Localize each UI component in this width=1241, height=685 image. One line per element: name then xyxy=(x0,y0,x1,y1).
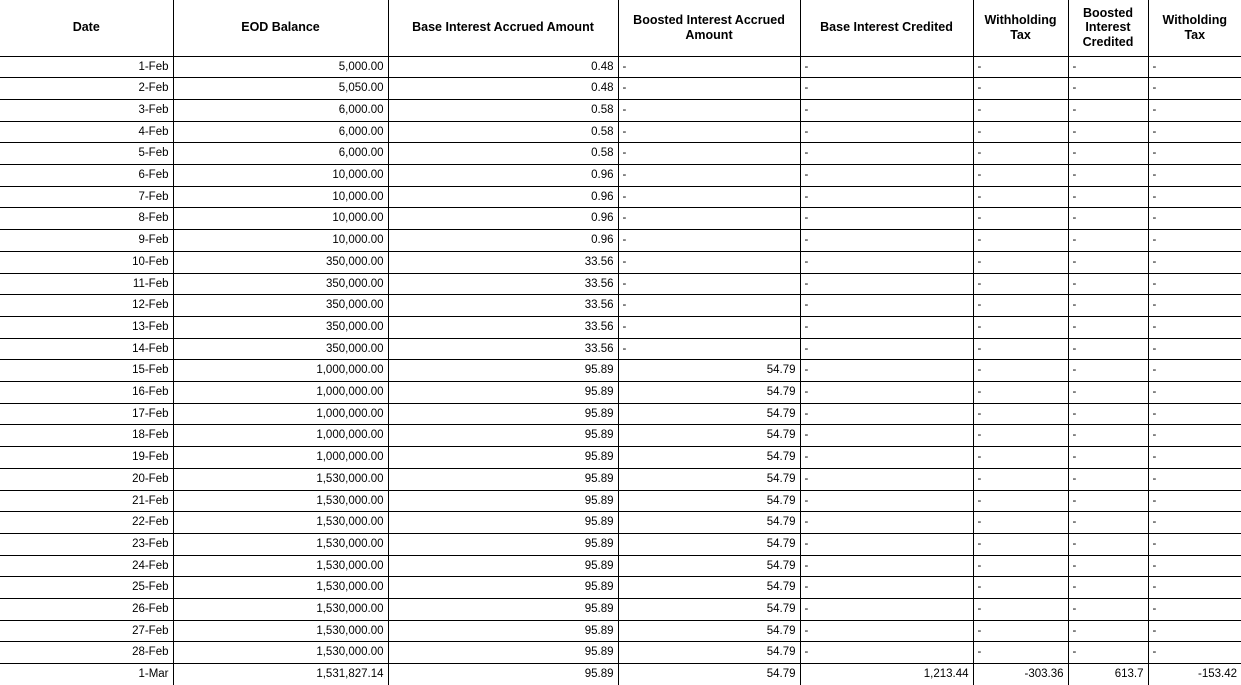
cell-wht2[interactable]: - xyxy=(1148,208,1241,230)
cell-wht1[interactable]: - xyxy=(973,121,1068,143)
cell-base_acc[interactable]: 0.96 xyxy=(388,208,618,230)
cell-wht1[interactable]: - xyxy=(973,338,1068,360)
cell-boost_cr[interactable]: - xyxy=(1068,620,1148,642)
cell-eod[interactable]: 350,000.00 xyxy=(173,251,388,273)
cell-wht2[interactable]: - xyxy=(1148,620,1241,642)
cell-date[interactable]: 26-Feb xyxy=(0,599,173,621)
cell-base_cr[interactable]: - xyxy=(800,382,973,404)
table-row xyxy=(0,620,1241,642)
cell-eod[interactable]: 6,000.00 xyxy=(173,99,388,121)
table-row xyxy=(0,208,1241,230)
cell-base_cr[interactable]: - xyxy=(800,273,973,295)
cell-wht1[interactable]: - xyxy=(973,295,1068,317)
cell-date[interactable]: 16-Feb xyxy=(0,382,173,404)
cell-date[interactable]: 23-Feb xyxy=(0,533,173,555)
cell-wht2[interactable]: - xyxy=(1148,251,1241,273)
cell-wht2[interactable]: - xyxy=(1148,186,1241,208)
cell-eod[interactable]: 1,530,000.00 xyxy=(173,577,388,599)
table-row xyxy=(0,642,1241,664)
cell-boost_cr[interactable]: - xyxy=(1068,338,1148,360)
cell-boost_cr[interactable]: - xyxy=(1068,512,1148,534)
cell-boost_cr[interactable]: - xyxy=(1068,186,1148,208)
cell-boost_cr[interactable]: - xyxy=(1068,78,1148,100)
cell-boost_acc[interactable]: - xyxy=(618,165,800,187)
cell-base_acc[interactable]: 95.89 xyxy=(388,599,618,621)
cell-base_cr[interactable]: - xyxy=(800,56,973,78)
cell-eod[interactable]: 1,000,000.00 xyxy=(173,425,388,447)
cell-boost_acc[interactable]: - xyxy=(618,251,800,273)
cell-base_cr[interactable]: - xyxy=(800,555,973,577)
cell-boost_cr[interactable]: - xyxy=(1068,295,1148,317)
cell-boost_cr[interactable]: - xyxy=(1068,165,1148,187)
cell-base_cr[interactable]: - xyxy=(800,208,973,230)
cell-boost_acc[interactable]: - xyxy=(618,78,800,100)
header-row xyxy=(0,0,1241,56)
column-header-witholding-tax[interactable]: Witholding Tax xyxy=(1148,0,1241,56)
cell-boost_cr[interactable]: - xyxy=(1068,490,1148,512)
cell-base_cr[interactable]: - xyxy=(800,78,973,100)
cell-eod[interactable]: 10,000.00 xyxy=(173,230,388,252)
cell-boost_cr[interactable]: - xyxy=(1068,208,1148,230)
cell-wht2[interactable]: - xyxy=(1148,143,1241,165)
cell-wht2[interactable]: - xyxy=(1148,468,1241,490)
cell-eod[interactable]: 5,050.00 xyxy=(173,78,388,100)
cell-wht1[interactable]: - xyxy=(973,599,1068,621)
cell-date[interactable]: 6-Feb xyxy=(0,165,173,187)
table-row xyxy=(0,447,1241,469)
column-header-boosted-interest-credited[interactable]: Boosted Interest Credited xyxy=(1068,0,1148,56)
table-row xyxy=(0,577,1241,599)
cell-boost_cr[interactable]: - xyxy=(1068,403,1148,425)
cell-date[interactable]: 11-Feb xyxy=(0,273,173,295)
cell-wht1[interactable]: - xyxy=(973,620,1068,642)
cell-boost_cr[interactable]: - xyxy=(1068,577,1148,599)
cell-date[interactable]: 19-Feb xyxy=(0,447,173,469)
cell-date[interactable]: 9-Feb xyxy=(0,230,173,252)
cell-boost_acc[interactable]: - xyxy=(618,295,800,317)
cell-boost_acc[interactable]: 54.79 xyxy=(618,577,800,599)
cell-base_cr[interactable]: - xyxy=(800,230,973,252)
cell-base_acc[interactable]: 95.89 xyxy=(388,620,618,642)
cell-boost_acc[interactable]: 54.79 xyxy=(618,382,800,404)
cell-base_acc[interactable]: 33.56 xyxy=(388,251,618,273)
cell-base_cr[interactable]: - xyxy=(800,599,973,621)
cell-wht2[interactable]: - xyxy=(1148,121,1241,143)
cell-wht2[interactable]: - xyxy=(1148,512,1241,534)
cell-boost_cr[interactable]: - xyxy=(1068,599,1148,621)
cell-boost_cr[interactable]: - xyxy=(1068,143,1148,165)
table-row xyxy=(0,295,1241,317)
cell-base_cr[interactable]: - xyxy=(800,642,973,664)
cell-base_cr[interactable]: - xyxy=(800,403,973,425)
cell-boost_cr[interactable]: - xyxy=(1068,273,1148,295)
cell-boost_acc[interactable]: 54.79 xyxy=(618,360,800,382)
cell-boost_cr[interactable]: 613.7 xyxy=(1068,664,1148,685)
column-header-eod-balance[interactable]: EOD Balance xyxy=(173,0,388,56)
cell-wht2[interactable]: - xyxy=(1148,56,1241,78)
cell-boost_acc[interactable]: - xyxy=(618,186,800,208)
cell-base_acc[interactable]: 95.89 xyxy=(388,642,618,664)
cell-boost_cr[interactable]: - xyxy=(1068,425,1148,447)
cell-eod[interactable]: 1,530,000.00 xyxy=(173,620,388,642)
cell-wht2[interactable]: - xyxy=(1148,577,1241,599)
cell-wht1[interactable]: - xyxy=(973,186,1068,208)
cell-boost_acc[interactable]: - xyxy=(618,338,800,360)
cell-base_cr[interactable]: - xyxy=(800,533,973,555)
cell-boost_cr[interactable]: - xyxy=(1068,642,1148,664)
cell-wht2[interactable]: - xyxy=(1148,555,1241,577)
cell-boost_acc[interactable]: 54.79 xyxy=(618,403,800,425)
cell-wht2[interactable]: - xyxy=(1148,533,1241,555)
cell-date[interactable]: 15-Feb xyxy=(0,360,173,382)
table-row xyxy=(0,664,1241,685)
cell-base_acc[interactable]: 33.56 xyxy=(388,273,618,295)
table-row xyxy=(0,360,1241,382)
cell-base_cr[interactable]: - xyxy=(800,143,973,165)
cell-date[interactable]: 25-Feb xyxy=(0,577,173,599)
cell-wht2[interactable]: - xyxy=(1148,338,1241,360)
cell-eod[interactable]: 1,530,000.00 xyxy=(173,468,388,490)
cell-date[interactable]: 12-Feb xyxy=(0,295,173,317)
table-row xyxy=(0,425,1241,447)
cell-base_cr[interactable]: - xyxy=(800,295,973,317)
cell-eod[interactable]: 350,000.00 xyxy=(173,316,388,338)
cell-base_acc[interactable]: 33.56 xyxy=(388,338,618,360)
table-row xyxy=(0,316,1241,338)
cell-eod[interactable]: 1,530,000.00 xyxy=(173,599,388,621)
cell-wht1[interactable]: - xyxy=(973,208,1068,230)
cell-base_acc[interactable]: 0.58 xyxy=(388,143,618,165)
table-row xyxy=(0,186,1241,208)
table-row xyxy=(0,533,1241,555)
cell-boost_acc[interactable]: - xyxy=(618,121,800,143)
table-row xyxy=(0,143,1241,165)
cell-boost_acc[interactable]: 54.79 xyxy=(618,533,800,555)
cell-eod[interactable]: 10,000.00 xyxy=(173,208,388,230)
cell-boost_acc[interactable]: - xyxy=(618,230,800,252)
table-row xyxy=(0,599,1241,621)
cell-base_acc[interactable]: 95.89 xyxy=(388,664,618,685)
table-row xyxy=(0,230,1241,252)
cell-wht2[interactable]: - xyxy=(1148,165,1241,187)
table-row xyxy=(0,338,1241,360)
table-body xyxy=(0,56,1241,685)
cell-wht1[interactable]: - xyxy=(973,512,1068,534)
cell-base_cr[interactable]: - xyxy=(800,577,973,599)
cell-date[interactable]: 13-Feb xyxy=(0,316,173,338)
cell-date[interactable]: 22-Feb xyxy=(0,512,173,534)
cell-wht2[interactable]: - xyxy=(1148,447,1241,469)
cell-base_cr[interactable]: - xyxy=(800,338,973,360)
cell-base_cr[interactable]: - xyxy=(800,512,973,534)
cell-base_cr[interactable]: - xyxy=(800,251,973,273)
cell-wht1[interactable]: - xyxy=(973,403,1068,425)
table-header xyxy=(0,0,1241,56)
cell-wht2[interactable]: - xyxy=(1148,382,1241,404)
cell-wht1[interactable]: - xyxy=(973,143,1068,165)
cell-base_acc[interactable]: 0.48 xyxy=(388,56,618,78)
cell-date[interactable]: 5-Feb xyxy=(0,143,173,165)
cell-date[interactable]: 27-Feb xyxy=(0,620,173,642)
cell-base_cr[interactable]: - xyxy=(800,490,973,512)
cell-eod[interactable]: 6,000.00 xyxy=(173,143,388,165)
cell-wht1[interactable]: - xyxy=(973,99,1068,121)
cell-base_acc[interactable]: 0.96 xyxy=(388,186,618,208)
cell-wht2[interactable]: - xyxy=(1148,490,1241,512)
cell-wht2[interactable]: - xyxy=(1148,642,1241,664)
cell-eod[interactable]: 1,530,000.00 xyxy=(173,555,388,577)
cell-boost_acc[interactable]: 54.79 xyxy=(618,447,800,469)
cell-boost_cr[interactable]: - xyxy=(1068,468,1148,490)
cell-boost_cr[interactable]: - xyxy=(1068,360,1148,382)
cell-base_cr[interactable]: - xyxy=(800,360,973,382)
cell-eod[interactable]: 1,000,000.00 xyxy=(173,447,388,469)
cell-base_acc[interactable]: 95.89 xyxy=(388,447,618,469)
cell-base_cr[interactable]: - xyxy=(800,620,973,642)
cell-base_acc[interactable]: 0.96 xyxy=(388,165,618,187)
cell-boost_acc[interactable]: 54.79 xyxy=(618,642,800,664)
cell-wht2[interactable]: - xyxy=(1148,78,1241,100)
cell-wht1[interactable]: - xyxy=(973,316,1068,338)
table-row xyxy=(0,555,1241,577)
cell-date[interactable]: 20-Feb xyxy=(0,468,173,490)
cell-eod[interactable]: 1,530,000.00 xyxy=(173,533,388,555)
cell-date[interactable]: 28-Feb xyxy=(0,642,173,664)
cell-wht1[interactable]: - xyxy=(973,577,1068,599)
cell-base_cr[interactable]: - xyxy=(800,425,973,447)
cell-boost_acc[interactable]: - xyxy=(618,208,800,230)
cell-date[interactable]: 24-Feb xyxy=(0,555,173,577)
cell-wht1[interactable]: - xyxy=(973,490,1068,512)
table-row xyxy=(0,490,1241,512)
cell-boost_cr[interactable]: - xyxy=(1068,230,1148,252)
cell-wht2[interactable]: -153.42 xyxy=(1148,664,1241,685)
cell-boost_acc[interactable]: 54.79 xyxy=(618,620,800,642)
cell-base_acc[interactable]: 95.89 xyxy=(388,360,618,382)
cell-boost_cr[interactable]: - xyxy=(1068,251,1148,273)
cell-boost_acc[interactable]: 54.79 xyxy=(618,599,800,621)
cell-wht2[interactable]: - xyxy=(1148,403,1241,425)
cell-boost_cr[interactable]: - xyxy=(1068,99,1148,121)
cell-date[interactable]: 17-Feb xyxy=(0,403,173,425)
cell-wht1[interactable]: - xyxy=(973,555,1068,577)
cell-date[interactable]: 10-Feb xyxy=(0,251,173,273)
cell-date[interactable]: 14-Feb xyxy=(0,338,173,360)
cell-base_cr[interactable]: - xyxy=(800,468,973,490)
cell-date[interactable]: 2-Feb xyxy=(0,78,173,100)
cell-eod[interactable]: 5,000.00 xyxy=(173,56,388,78)
table-row xyxy=(0,56,1241,78)
cell-eod[interactable]: 6,000.00 xyxy=(173,121,388,143)
column-header-date[interactable]: Date xyxy=(0,0,173,56)
cell-base_acc[interactable]: 0.58 xyxy=(388,99,618,121)
table-row xyxy=(0,468,1241,490)
table-row xyxy=(0,382,1241,404)
cell-boost_acc[interactable]: 54.79 xyxy=(618,468,800,490)
cell-boost_cr[interactable]: - xyxy=(1068,382,1148,404)
cell-eod[interactable]: 1,530,000.00 xyxy=(173,512,388,534)
cell-wht1[interactable]: - xyxy=(973,382,1068,404)
cell-eod[interactable]: 1,000,000.00 xyxy=(173,382,388,404)
cell-wht2[interactable]: - xyxy=(1148,295,1241,317)
cell-base_acc[interactable]: 95.89 xyxy=(388,468,618,490)
cell-eod[interactable]: 1,530,000.00 xyxy=(173,490,388,512)
cell-wht1[interactable]: - xyxy=(973,230,1068,252)
cell-eod[interactable]: 10,000.00 xyxy=(173,186,388,208)
cell-eod[interactable]: 350,000.00 xyxy=(173,295,388,317)
cell-eod[interactable]: 1,531,827.14 xyxy=(173,664,388,685)
cell-base_acc[interactable]: 95.89 xyxy=(388,403,618,425)
cell-wht1[interactable]: - xyxy=(973,273,1068,295)
cell-wht2[interactable]: - xyxy=(1148,360,1241,382)
cell-boost_acc[interactable]: 54.79 xyxy=(618,664,800,685)
cell-boost_acc[interactable]: - xyxy=(618,56,800,78)
cell-wht1[interactable]: - xyxy=(973,468,1068,490)
cell-base_acc[interactable]: 95.89 xyxy=(388,577,618,599)
cell-eod[interactable]: 350,000.00 xyxy=(173,273,388,295)
cell-wht1[interactable]: - xyxy=(973,425,1068,447)
cell-wht2[interactable]: - xyxy=(1148,273,1241,295)
cell-base_cr[interactable]: - xyxy=(800,99,973,121)
cell-wht1[interactable]: - xyxy=(973,56,1068,78)
cell-base_acc[interactable]: 95.89 xyxy=(388,382,618,404)
table-row xyxy=(0,78,1241,100)
cell-base_acc[interactable]: 33.56 xyxy=(388,295,618,317)
cell-date[interactable]: 1-Feb xyxy=(0,56,173,78)
cell-base_cr[interactable]: 1,213.44 xyxy=(800,664,973,685)
cell-date[interactable]: 4-Feb xyxy=(0,121,173,143)
table-row xyxy=(0,165,1241,187)
cell-boost_acc[interactable]: - xyxy=(618,99,800,121)
cell-wht1[interactable]: - xyxy=(973,78,1068,100)
cell-base_acc[interactable]: 95.89 xyxy=(388,555,618,577)
cell-wht1[interactable]: - xyxy=(973,360,1068,382)
cell-base_cr[interactable]: - xyxy=(800,165,973,187)
cell-boost_acc[interactable]: - xyxy=(618,273,800,295)
table-row xyxy=(0,273,1241,295)
cell-wht2[interactable]: - xyxy=(1148,599,1241,621)
cell-wht1[interactable]: - xyxy=(973,533,1068,555)
cell-wht2[interactable]: - xyxy=(1148,316,1241,338)
cell-eod[interactable]: 1,000,000.00 xyxy=(173,360,388,382)
cell-date[interactable]: 21-Feb xyxy=(0,490,173,512)
cell-base_cr[interactable]: - xyxy=(800,121,973,143)
table-row xyxy=(0,512,1241,534)
cell-boost_acc[interactable]: 54.79 xyxy=(618,555,800,577)
cell-base_cr[interactable]: - xyxy=(800,316,973,338)
cell-boost_acc[interactable]: 54.79 xyxy=(618,425,800,447)
table-row xyxy=(0,99,1241,121)
cell-base_acc[interactable]: 0.58 xyxy=(388,121,618,143)
cell-base_cr[interactable]: - xyxy=(800,186,973,208)
cell-boost_cr[interactable]: - xyxy=(1068,56,1148,78)
column-header-base-interest-credited[interactable]: Base Interest Credited xyxy=(800,0,973,56)
cell-boost_cr[interactable]: - xyxy=(1068,121,1148,143)
cell-wht2[interactable]: - xyxy=(1148,99,1241,121)
cell-base_acc[interactable]: 95.89 xyxy=(388,490,618,512)
cell-boost_acc[interactable]: 54.79 xyxy=(618,512,800,534)
cell-boost_cr[interactable]: - xyxy=(1068,447,1148,469)
cell-base_acc[interactable]: 95.89 xyxy=(388,533,618,555)
cell-date[interactable]: 8-Feb xyxy=(0,208,173,230)
cell-eod[interactable]: 350,000.00 xyxy=(173,338,388,360)
cell-base_acc[interactable]: 0.48 xyxy=(388,78,618,100)
cell-base_acc[interactable]: 33.56 xyxy=(388,316,618,338)
table-row xyxy=(0,121,1241,143)
cell-wht1[interactable]: - xyxy=(973,642,1068,664)
cell-boost_acc[interactable]: - xyxy=(618,316,800,338)
cell-boost_cr[interactable]: - xyxy=(1068,555,1148,577)
cell-date[interactable]: 1-Mar xyxy=(138,668,169,681)
cell-boost_acc[interactable]: 54.79 xyxy=(618,490,800,512)
cell-date[interactable]: 18-Feb xyxy=(0,425,173,447)
table-row xyxy=(0,251,1241,273)
cell-base_acc[interactable]: 95.89 xyxy=(388,425,618,447)
cell-eod[interactable]: 1,000,000.00 xyxy=(173,403,388,425)
cell-wht1[interactable]: - xyxy=(973,447,1068,469)
cell-wht2[interactable]: - xyxy=(1148,425,1241,447)
column-header-withholding-tax[interactable]: Withholding Tax xyxy=(973,0,1068,56)
cell-date[interactable]: 7-Feb xyxy=(0,186,173,208)
cell-wht1[interactable]: - xyxy=(973,251,1068,273)
cell-boost_acc[interactable]: - xyxy=(618,143,800,165)
cell-base_cr[interactable]: - xyxy=(800,447,973,469)
cell-boost_cr[interactable]: - xyxy=(1068,316,1148,338)
column-header-base-interest-accrued-amount[interactable]: Base Interest Accrued Amount xyxy=(388,0,618,56)
cell-wht1[interactable]: -303.36 xyxy=(973,664,1068,685)
cell-wht1[interactable]: - xyxy=(973,165,1068,187)
cell-base_acc[interactable]: 0.96 xyxy=(388,230,618,252)
cell-base_acc[interactable]: 95.89 xyxy=(388,512,618,534)
cell-date[interactable]: 3-Feb xyxy=(0,99,173,121)
cell-eod[interactable]: 10,000.00 xyxy=(173,165,388,187)
column-header-boosted-interest-accrued-amount[interactable]: Boosted Interest Accrued Amount xyxy=(618,0,800,56)
cell-wht2[interactable]: - xyxy=(1148,230,1241,252)
cell-eod[interactable]: 1,530,000.00 xyxy=(173,642,388,664)
cell-boost_cr[interactable]: - xyxy=(1068,533,1148,555)
table-row xyxy=(0,403,1241,425)
